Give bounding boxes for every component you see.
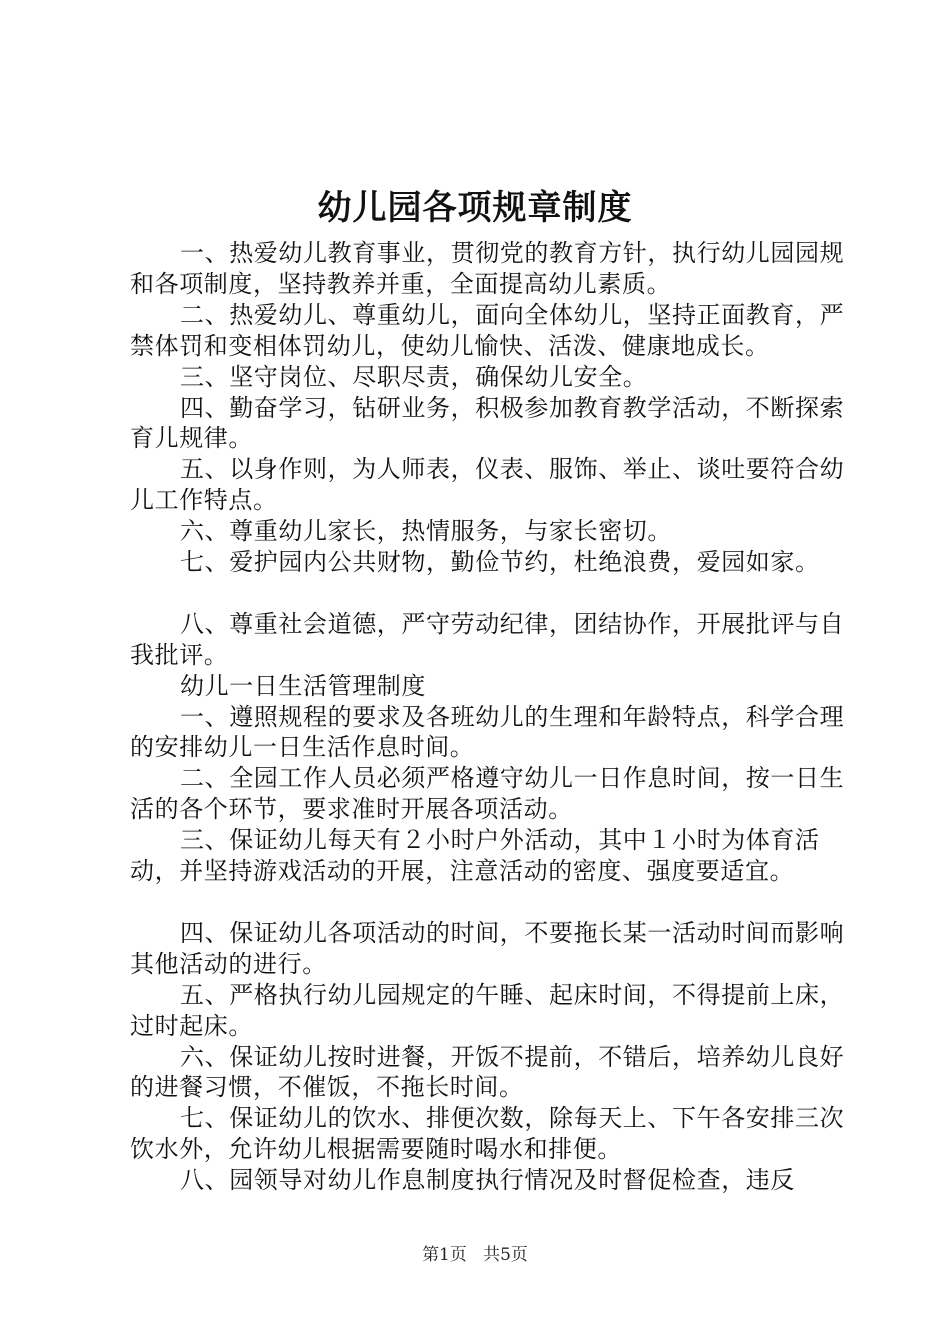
- page-footer: [0, 1244, 950, 1266]
- paragraph: 一、热爱幼儿教育事业，贯彻党的教育方针，执行幼儿园园规和各项制度，坚持教养并重，全面提高幼儿素质。: [130, 239, 845, 298]
- blank-line: [130, 887, 850, 918]
- section-heading: 幼儿一日生活管理制度: [180, 671, 426, 700]
- page-total: 共5页: [483, 1245, 528, 1265]
- paragraph: 七、保证幼儿的饮水、排便次数，除每天上、下午各安排三次饮水外，允许幼儿根据需要随时喝水和排便。: [130, 1104, 845, 1164]
- blank-line: [130, 578, 850, 609]
- paragraph: 五、以身作则，为人师表，仪表、服饰、举止、谈吐要符合幼儿工作特点。: [130, 455, 845, 515]
- paragraph: 三、坚守岗位、尽职尽责，确保幼儿安全。: [180, 362, 648, 391]
- paragraph: 三、保证幼儿每天有２小时户外活动，其中１小时为体育活动，并坚持游戏活动的开展，注意活动的密度、强度要适宜。: [130, 826, 820, 886]
- paragraph: 八、尊重社会道德，严守劳动纪律，团结协作，开展批评与自我批评。: [130, 609, 845, 669]
- page-number: 第1页: [422, 1245, 467, 1265]
- paragraph: 一、遵照规程的要求及各班幼儿的生理和年龄特点，科学合理的安排幼儿一日生活作息时间。: [130, 702, 845, 762]
- paragraph: 四、勤奋学习，钻研业务，积极参加教育教学活动，不断探索育儿规律。: [130, 393, 845, 453]
- footer-gap: [472, 1245, 477, 1265]
- paragraph: 八、园领导对幼儿作息制度执行情况及时督促检查，违反: [180, 1166, 795, 1195]
- paragraph: 五、严格执行幼儿园规定的午睡、起床时间，不得提前上床，过时起床。: [130, 980, 845, 1040]
- paragraph: 四、保证幼儿各项活动的时间，不要拖长某一活动时间而影响其他活动的进行。: [130, 918, 845, 978]
- paragraph: 七、爱护园内公共财物，勤俭节约，杜绝浪费，爱园如家。: [180, 548, 820, 577]
- document-title: 幼儿园各项规章制度: [317, 188, 633, 228]
- paragraph: 二、热爱幼儿、尊重幼儿，面向全体幼儿，坚持正面教育，严禁体罚和变相体罚幼儿，使幼儿愉快、活泼、健康地成长。: [130, 300, 845, 360]
- paragraph: 六、保证幼儿按时进餐，开饭不提前，不错后，培养幼儿良好的进餐习惯，不催饭，不拖长时间。: [130, 1042, 845, 1102]
- paragraph: 二、全园工作人员必须严格遵守幼儿一日作息时间，按一日生活的各个环节，要求准时开展各项活动。: [130, 764, 845, 824]
- paragraph: 六、尊重幼儿家长，热情服务，与家长密切。: [180, 517, 672, 546]
- document-body: [130, 238, 850, 1196]
